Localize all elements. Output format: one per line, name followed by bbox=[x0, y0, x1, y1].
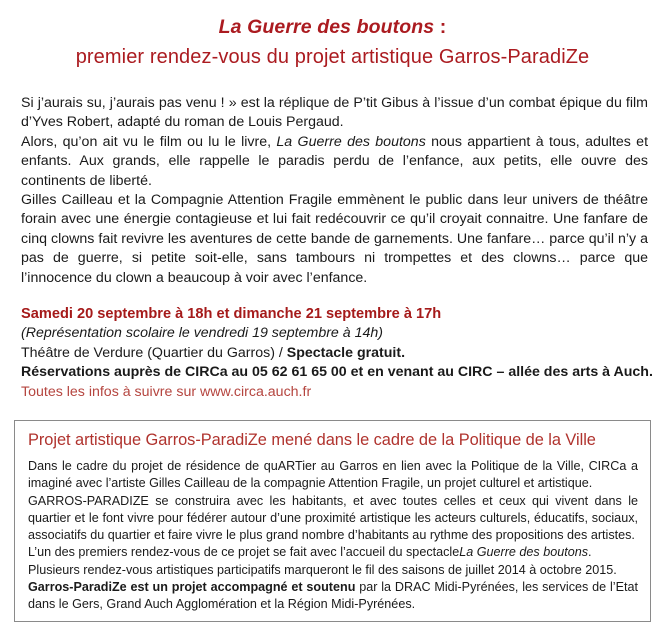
info-reservations: Réservations auprès de CIRCa au 05 62 61 65 00 et en venant au CIRC – allée des arts à Auch. bbox=[21, 364, 653, 381]
title-line-1 bbox=[30, 14, 635, 40]
info-school-session: (Représentation scolaire le vendredi 19 septembre à 14h) bbox=[21, 325, 383, 342]
project-info-box bbox=[14, 420, 651, 622]
paragraph-film-livre bbox=[21, 133, 648, 191]
project-p3-rest: . bbox=[588, 545, 592, 560]
paragraph-2-show-title: La Guerre des boutons bbox=[276, 133, 426, 150]
title-line-2: premier rendez-vous du projet artistique Garros-ParadiZe bbox=[75, 46, 590, 68]
project-paragraph-2: GARROS-PARADIZE se construira avec les habitants, et avec toutes celles et ceux qui vivent dans le quartier et le font vivre pour fédérer autour d’une proximité artistique les acteurs culturels, éducatifs, sociaux, associatifs du quartier et faire vivre le plus grand nombre d’habitants au rythme des propositions des artistes. bbox=[28, 493, 638, 543]
info-venue bbox=[21, 344, 648, 363]
project-paragraph-5 bbox=[28, 579, 638, 614]
practical-info bbox=[0, 305, 665, 402]
project-p3-show-title: La Guerre des boutons bbox=[459, 545, 589, 560]
project-box-heading: Projet artistique Garros-ParadiZe mené dans le cadre de la Politique de la Ville bbox=[28, 431, 596, 449]
paragraph-2-rest: nous appartient à tous, adultes et enfants. Aux grands, elle rappelle le paradis perdu de l’enfance, aux petits, elle ouvre des continents de liberté. bbox=[21, 133, 649, 189]
paragraph-compagnie: Gilles Cailleau et la Compagnie Attention Fragile emmènent le public dans leur univers de théâtre forain avec une énergie contagieuse et lui fait redécouvrir ce qu’il croyait connaitre. Une fanfare de cinq clowns fait revivre les aventures de cette bande de garnements. Une fanfare… parce qu’il n’y a pas de guerre, si petite soit-elle, sans tambours ni trompettes et des clowns… parce que l’innocence du clown a beaucoup à voir avec l’enfance. bbox=[21, 192, 648, 286]
project-paragraph-1: Dans le cadre du projet de résidence de quARTier au Garros en lien avec la Politique de la Ville, CIRCa a imaginé avec l’artiste Gilles Cailleau de la compagnie Attention Fragile, un projet culturel et artistique. bbox=[28, 459, 638, 491]
project-p3-lead: L’un des premiers rendez-vous de ce projet se fait avec l’accueil du spectacle bbox=[28, 545, 460, 560]
paragraph-2-lead: Alors, qu’on ait vu le film ou lu le livre, bbox=[21, 133, 277, 150]
title-colon: : bbox=[434, 16, 447, 38]
info-free-entry: Spectacle gratuit. bbox=[286, 344, 406, 361]
project-paragraph-4: Plusieurs rendez-vous artistiques participatifs marqueront le fil des saisons de juillet 2014 à octobre 2015. bbox=[28, 562, 617, 577]
body-copy bbox=[0, 94, 665, 288]
page-title bbox=[0, 0, 665, 72]
project-paragraph-3 bbox=[28, 544, 638, 561]
project-p5-rest: par la DRAC Midi-Pyrénées, les services de l’Etat dans le Gers, Grand Auch Agglomération et la Région Midi-Pyrénées. bbox=[28, 580, 638, 612]
info-dates: Samedi 20 septembre à 18h et dimanche 21 septembre à 17h bbox=[21, 306, 442, 323]
info-website-link[interactable]: Toutes les infos à suivre sur www.circa.auch.fr bbox=[21, 383, 312, 400]
info-venue-name: Théâtre de Verdure (Quartier du Garros) / bbox=[21, 344, 287, 361]
paragraph-quote-text: Si j’aurais su, j’aurais pas venu ! » est la réplique de P’tit Gibus à l’issue d’un combat épique du film d’Yves Robert, adapté du roman de Louis Pergaud. bbox=[21, 95, 648, 131]
title-show-name: La Guerre des boutons bbox=[218, 16, 435, 38]
paragraph-quote bbox=[21, 94, 648, 133]
project-p5-bold-lead: Garros-ParadiZe est un projet accompagné et soutenu bbox=[28, 580, 356, 595]
